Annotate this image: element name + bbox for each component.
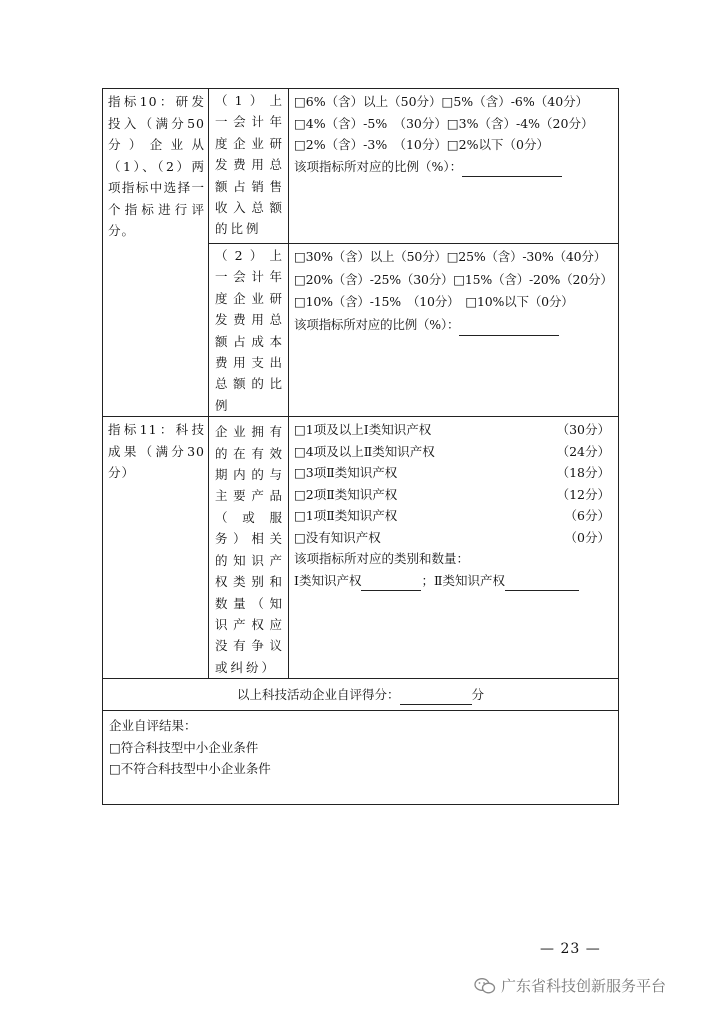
- class2-label: ；Ⅱ类知识产权: [421, 572, 505, 588]
- indicator11-label: 指标11：科技成果（满分30分）: [108, 422, 205, 481]
- ratio-label: 该项指标所对应的比例（%）：: [294, 316, 460, 332]
- indicator11-options-cell: [289, 417, 619, 679]
- class2-input[interactable]: [505, 575, 579, 591]
- watermark: [474, 975, 666, 996]
- ip-option[interactable]: □3项Ⅱ类知识产权 （18分）: [294, 465, 610, 481]
- self-score-row: [103, 679, 619, 711]
- result-option-qualified[interactable]: □符合科技型中小企业条件: [109, 739, 259, 755]
- indicator10-sub1-options-cell: [289, 89, 619, 244]
- page-number: — 23 —: [540, 941, 601, 957]
- option-5pct[interactable]: □5%（含）-6%（40分）: [441, 94, 589, 109]
- ip-option[interactable]: □1项及以上Ⅰ类知识产权 （30分）: [294, 422, 610, 438]
- ip-option[interactable]: □2项Ⅱ类知识产权 （12分）: [294, 486, 610, 502]
- option-4pct[interactable]: □4%（含）-5% （30分）: [294, 115, 447, 131]
- ratio-label: 该项指标所对应的比例（%）：: [294, 158, 463, 174]
- indicator10-sub2-criterion-cell: [209, 244, 289, 417]
- indicator11-criterion-cell: [209, 417, 289, 679]
- option-10pct[interactable]: □10%（含）-15% （10分）: [294, 294, 454, 309]
- option-2pct[interactable]: □2%（含）-3% （10分）: [294, 137, 447, 152]
- option-30pct-25pct[interactable]: □30%（含）以上（50分）□25%（含）-30%（40分）: [294, 249, 607, 264]
- result-row: [103, 711, 619, 805]
- indicator11-criterion: 企业拥有的在有效期内的与主要产品（或服务）相关的知识产权类别和数量（知识产权应没有争议或纠纷）: [215, 424, 285, 675]
- watermark-text: 广东省科技创新服务平台: [501, 977, 667, 995]
- option-below-2pct[interactable]: □2%以下（0分）: [446, 137, 549, 152]
- option-3pct[interactable]: □3%（含）-4%（20分）: [446, 115, 594, 131]
- indicator10-label: 指标10：研发投入（满分50分）企业从（1）、（2）两项指标中选择一个指标进行评分。: [108, 94, 205, 238]
- indicator10-row1: [103, 89, 619, 244]
- ip-option[interactable]: □1项Ⅱ类知识产权 （6分）: [294, 508, 610, 524]
- option-20pct-15pct[interactable]: □20%（含）-25%（30分）□15%（含）-20%（20分）: [294, 271, 613, 287]
- count-label: 该项指标所对应的类别和数量：: [294, 551, 470, 567]
- option-below-10pct[interactable]: □10%以下（0分）: [465, 294, 574, 309]
- indicator10-cell: [103, 89, 209, 417]
- indicator10-sub2-criterion: （2）上一会计年度企业研发费用总额占成本费用支出总额的比例: [215, 248, 285, 413]
- class1-label: Ⅰ类知识产权: [294, 572, 362, 588]
- wechat-icon: [474, 977, 496, 995]
- result-title: 企业自评结果：: [109, 718, 197, 734]
- indicator11-row: [103, 417, 619, 679]
- ratio-input[interactable]: [462, 161, 562, 177]
- option-6pct[interactable]: □6%（含）以上（50分）: [294, 94, 442, 109]
- indicator11-cell: [103, 417, 209, 679]
- self-score-unit: 分: [471, 686, 485, 702]
- class1-input[interactable]: [361, 575, 421, 591]
- ip-option[interactable]: □没有知识产权 （0分）: [294, 529, 610, 545]
- indicator10-sub2-options-cell: [289, 244, 619, 417]
- indicator10-sub1-criterion: （1）上一会计年度企业研发费用总额占销售收入总额的比例: [215, 93, 285, 237]
- self-score-label: 以上科技活动企业自评得分：: [236, 686, 400, 702]
- result-option-unqualified[interactable]: □不符合科技型中小企业条件: [109, 761, 271, 777]
- ratio-input[interactable]: [459, 320, 559, 336]
- ip-option[interactable]: □4项及以上Ⅱ类知识产权 （24分）: [294, 443, 610, 459]
- evaluation-table: [102, 88, 619, 805]
- self-score-input[interactable]: [400, 689, 472, 705]
- indicator10-sub1-criterion-cell: [209, 89, 289, 244]
